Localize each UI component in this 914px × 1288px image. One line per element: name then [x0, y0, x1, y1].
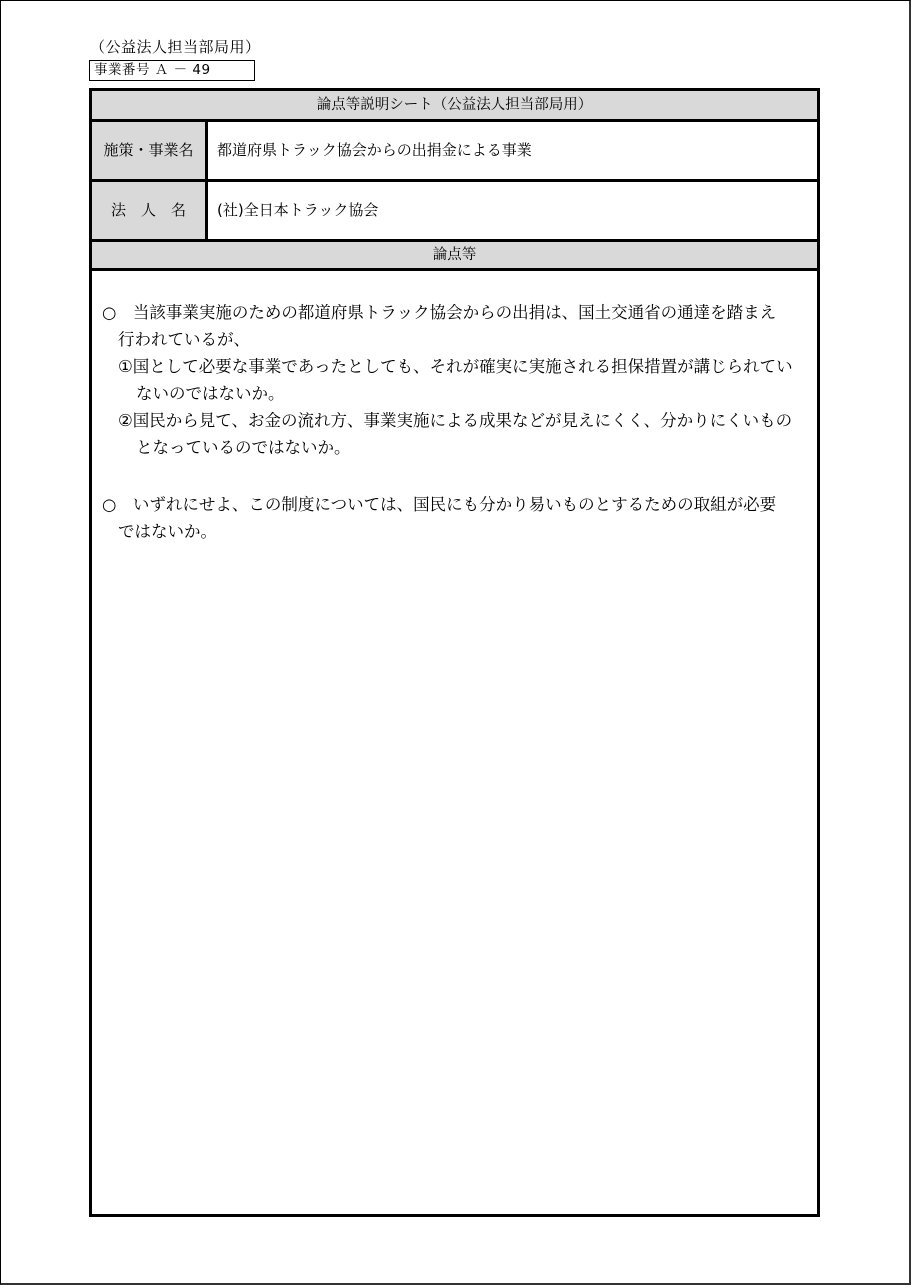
points-header: 論点等: [92, 242, 817, 271]
point-2-line-1: ○ いずれにせよ、この制度については、国民にも分かり易いものとするための取組が必要: [102, 495, 777, 514]
policy-row: [92, 122, 817, 182]
point-1-item-2-line-1: ②国民から見て、お金の流れ方、事業実施による成果などが見えにくく、分かりにくいもの: [118, 411, 793, 430]
point-paragraph-1: [102, 299, 814, 461]
points-body: [92, 271, 817, 1214]
point-1-item-1-line-2: ないのではないか。: [136, 384, 285, 403]
sheet-title: 論点等説明シート（公益法人担当部局用）: [92, 91, 817, 122]
point-1-line-2: 行われているが、: [118, 330, 250, 349]
point-1-line-1: ○ 当該事業実施のための都道府県トラック協会からの出捐は、国土交通省の通達を踏まえ: [102, 303, 777, 322]
point-paragraph-2: [102, 491, 814, 545]
project-number-box: 事業番号 Ａ － 49: [89, 60, 255, 81]
point-1-item-1-line-1: ①国として必要な事業であったとしても、それが確実に実施される担保措置が講じられてい: [118, 357, 793, 376]
point-1-item-2-line-2: となっているのではないか。: [136, 438, 351, 457]
corporation-label: 法 人 名: [92, 182, 208, 239]
corporation-value: (社)全日本トラック協会: [217, 201, 379, 219]
department-note: （公益法人担当部局用）: [90, 38, 261, 56]
policy-label: 施策・事業名: [92, 122, 208, 179]
policy-value: 都道府県トラック協会からの出捐金による事業: [217, 141, 532, 159]
corporation-row: [92, 182, 817, 242]
issue-explanation-sheet: [89, 88, 820, 1217]
point-2-line-2: ではないか。: [118, 522, 217, 541]
